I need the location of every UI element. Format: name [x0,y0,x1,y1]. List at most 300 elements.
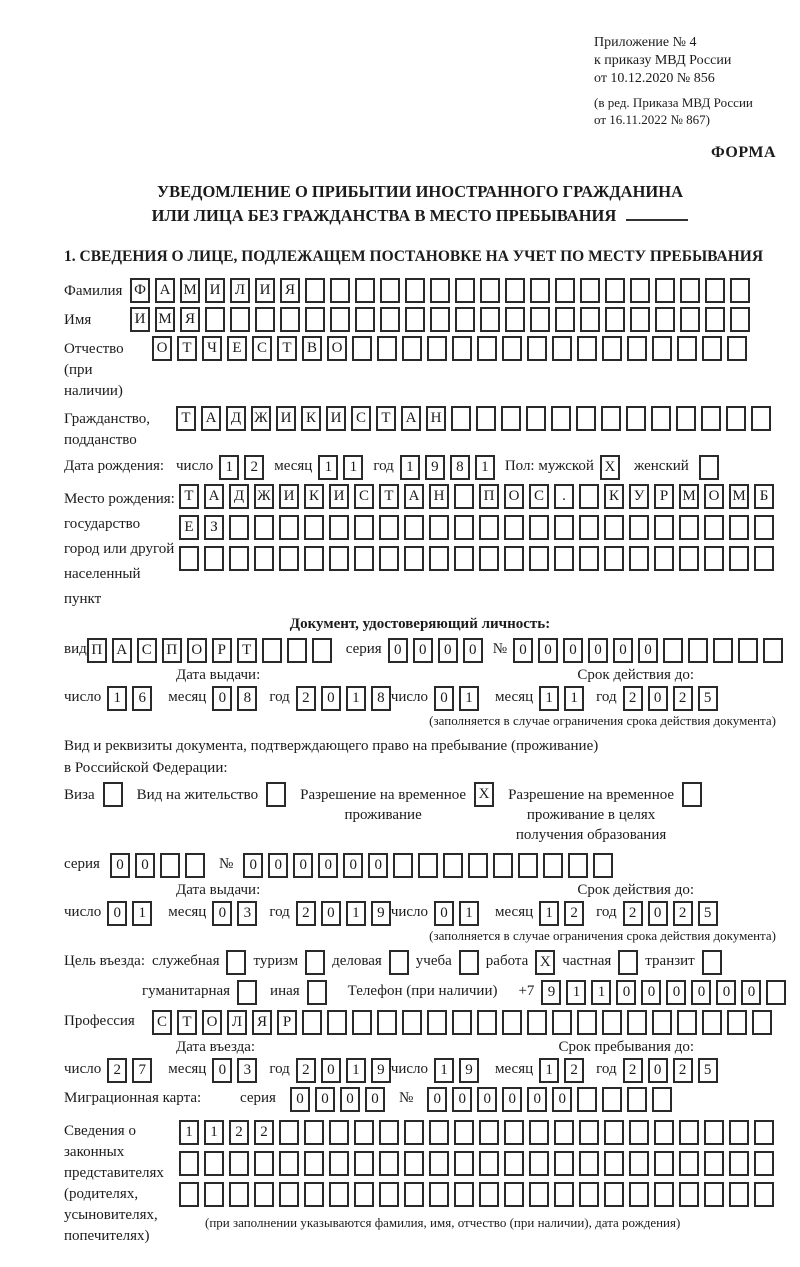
char-box[interactable]: 0 [212,1058,232,1083]
char-box[interactable] [377,336,397,361]
char-box[interactable] [355,278,375,303]
purpose-transit-checkbox[interactable] [702,950,722,975]
char-box[interactable] [579,1120,599,1145]
char-box[interactable] [702,336,722,361]
char-box[interactable] [701,406,721,431]
char-box[interactable]: М [180,278,200,303]
char-box[interactable] [577,336,597,361]
char-box[interactable]: О [202,1010,222,1035]
char-box[interactable] [705,278,725,303]
char-box[interactable] [501,406,521,431]
char-box[interactable]: 2 [623,901,643,926]
char-box[interactable] [429,1120,449,1145]
char-box[interactable] [404,546,424,571]
sex-male-checkbox[interactable]: X [600,455,620,480]
char-box[interactable] [480,307,500,332]
char-box[interactable]: М [155,307,175,332]
char-box[interactable]: 0 [741,980,761,1005]
char-box[interactable] [552,1010,572,1035]
char-box[interactable] [729,515,749,540]
char-box[interactable] [479,546,499,571]
char-box[interactable] [529,1151,549,1176]
char-box[interactable]: 0 [648,686,668,711]
char-box[interactable] [502,336,522,361]
char-box[interactable] [354,1151,374,1176]
char-box[interactable]: Я [252,1010,272,1035]
char-box[interactable] [404,515,424,540]
char-box[interactable] [179,1182,199,1207]
char-box[interactable]: Т [179,484,199,509]
char-box[interactable] [404,1151,424,1176]
char-box[interactable]: 2 [623,1058,643,1083]
char-box[interactable] [262,638,282,663]
char-box[interactable]: 2 [564,1058,584,1083]
char-box[interactable]: 0 [513,638,533,663]
char-box[interactable]: Л [227,1010,247,1035]
char-box[interactable] [377,1010,397,1035]
char-box[interactable]: 0 [318,853,338,878]
char-box[interactable]: 0 [648,901,668,926]
char-box[interactable] [479,1120,499,1145]
char-box[interactable] [327,1010,347,1035]
char-box[interactable]: Т [376,406,396,431]
purpose-private-checkbox[interactable] [618,950,638,975]
char-box[interactable]: 0 [477,1087,497,1112]
char-box[interactable]: А [401,406,421,431]
char-box[interactable]: В [302,336,322,361]
char-box[interactable]: Т [379,484,399,509]
char-box[interactable]: Н [426,406,446,431]
char-box[interactable] [454,546,474,571]
char-box[interactable]: Р [212,638,232,663]
char-box[interactable] [405,307,425,332]
char-box[interactable]: 3 [237,901,257,926]
char-box[interactable] [679,1151,699,1176]
char-box[interactable] [677,336,697,361]
char-box[interactable]: 2 [296,901,316,926]
char-box[interactable] [454,1182,474,1207]
char-box[interactable] [663,638,683,663]
char-box[interactable] [629,1182,649,1207]
rvp-education-checkbox[interactable] [682,782,702,807]
char-box[interactable]: 9 [371,1058,391,1083]
char-box[interactable] [379,1120,399,1145]
char-box[interactable]: 0 [438,638,458,663]
char-box[interactable] [179,1151,199,1176]
char-box[interactable] [279,1182,299,1207]
char-box[interactable]: 0 [463,638,483,663]
char-box[interactable] [602,1010,622,1035]
char-box[interactable] [688,638,708,663]
char-box[interactable]: 1 [459,686,479,711]
char-box[interactable] [680,307,700,332]
char-box[interactable]: 1 [204,1120,224,1145]
char-box[interactable] [255,307,275,332]
char-box[interactable]: 1 [459,901,479,926]
char-box[interactable] [527,1010,547,1035]
char-box[interactable]: 1 [566,980,586,1005]
char-box[interactable]: 0 [290,1087,310,1112]
char-box[interactable] [754,1151,774,1176]
char-box[interactable] [751,406,771,431]
char-box[interactable] [254,515,274,540]
char-box[interactable]: 1 [179,1120,199,1145]
char-box[interactable]: Б [754,484,774,509]
char-box[interactable]: 0 [641,980,661,1005]
char-box[interactable] [580,307,600,332]
char-box[interactable] [430,307,450,332]
char-box[interactable]: С [252,336,272,361]
char-box[interactable] [730,307,750,332]
char-box[interactable]: 5 [698,686,718,711]
char-box[interactable]: 0 [552,1087,572,1112]
char-box[interactable]: 5 [698,1058,718,1083]
char-box[interactable] [330,278,350,303]
char-box[interactable]: А [112,638,132,663]
char-box[interactable] [579,484,599,509]
char-box[interactable]: З [204,515,224,540]
char-box[interactable] [629,1151,649,1176]
char-box[interactable]: 0 [452,1087,472,1112]
char-box[interactable]: А [155,278,175,303]
char-box[interactable] [526,406,546,431]
char-box[interactable]: 2 [254,1120,274,1145]
char-box[interactable] [305,278,325,303]
char-box[interactable] [554,1151,574,1176]
char-box[interactable]: Т [277,336,297,361]
char-box[interactable]: И [205,278,225,303]
visa-checkbox[interactable] [103,782,123,807]
char-box[interactable]: 0 [616,980,636,1005]
purpose-commercial-checkbox[interactable] [389,950,409,975]
char-box[interactable] [629,1120,649,1145]
char-box[interactable]: 0 [212,901,232,926]
char-box[interactable] [479,1182,499,1207]
char-box[interactable] [676,406,696,431]
char-box[interactable] [604,515,624,540]
char-box[interactable] [579,1182,599,1207]
char-box[interactable] [577,1087,597,1112]
char-box[interactable] [679,1182,699,1207]
char-box[interactable]: А [201,406,221,431]
char-box[interactable]: Р [654,484,674,509]
char-box[interactable] [730,278,750,303]
char-box[interactable]: 0 [268,853,288,878]
char-box[interactable] [229,1151,249,1176]
char-box[interactable]: 8 [237,686,257,711]
char-box[interactable]: М [679,484,699,509]
char-box[interactable] [627,336,647,361]
char-box[interactable]: 0 [563,638,583,663]
char-box[interactable]: 6 [132,686,152,711]
char-box[interactable] [304,1151,324,1176]
char-box[interactable] [652,336,672,361]
char-box[interactable] [529,546,549,571]
char-box[interactable]: 8 [450,455,470,480]
char-box[interactable]: А [404,484,424,509]
char-box[interactable]: 2 [107,1058,127,1083]
char-box[interactable]: Т [177,336,197,361]
char-box[interactable]: Р [277,1010,297,1035]
char-box[interactable] [429,546,449,571]
char-box[interactable] [429,1151,449,1176]
char-box[interactable]: И [326,406,346,431]
char-box[interactable]: 0 [321,901,341,926]
char-box[interactable]: 9 [541,980,561,1005]
char-box[interactable] [329,1120,349,1145]
char-box[interactable] [304,515,324,540]
char-box[interactable]: П [87,638,107,663]
char-box[interactable]: О [152,336,172,361]
char-box[interactable] [329,1151,349,1176]
char-box[interactable] [279,1120,299,1145]
char-box[interactable] [504,1151,524,1176]
char-box[interactable] [160,853,180,878]
char-box[interactable] [279,546,299,571]
char-box[interactable] [605,307,625,332]
char-box[interactable] [329,1182,349,1207]
char-box[interactable]: И [279,484,299,509]
char-box[interactable]: 1 [539,686,559,711]
char-box[interactable]: О [504,484,524,509]
char-box[interactable] [305,307,325,332]
char-box[interactable]: 0 [243,853,263,878]
char-box[interactable] [580,278,600,303]
char-box[interactable] [579,515,599,540]
char-box[interactable] [355,307,375,332]
char-box[interactable] [330,307,350,332]
char-box[interactable] [554,1182,574,1207]
char-box[interactable] [605,278,625,303]
char-box[interactable] [312,638,332,663]
char-box[interactable]: П [479,484,499,509]
char-box[interactable] [601,406,621,431]
char-box[interactable] [379,1151,399,1176]
char-box[interactable]: И [276,406,296,431]
char-box[interactable] [455,307,475,332]
char-box[interactable] [404,1120,424,1145]
char-box[interactable]: 0 [527,1087,547,1112]
char-box[interactable] [379,515,399,540]
char-box[interactable]: И [130,307,150,332]
char-box[interactable]: Т [177,1010,197,1035]
char-box[interactable] [680,278,700,303]
char-box[interactable]: 2 [673,901,693,926]
char-box[interactable] [185,853,205,878]
char-box[interactable] [502,1010,522,1035]
char-box[interactable] [379,546,399,571]
char-box[interactable]: 2 [673,1058,693,1083]
char-box[interactable] [530,278,550,303]
char-box[interactable] [329,546,349,571]
char-box[interactable]: 0 [343,853,363,878]
char-box[interactable] [452,1010,472,1035]
char-box[interactable] [654,515,674,540]
char-box[interactable] [204,546,224,571]
char-box[interactable]: К [304,484,324,509]
char-box[interactable] [302,1010,322,1035]
char-box[interactable] [727,1010,747,1035]
char-box[interactable]: 0 [107,901,127,926]
char-box[interactable] [604,1120,624,1145]
char-box[interactable] [254,1151,274,1176]
char-box[interactable]: 0 [427,1087,447,1112]
char-box[interactable] [677,1010,697,1035]
char-box[interactable]: 1 [434,1058,454,1083]
char-box[interactable] [651,406,671,431]
char-box[interactable] [702,1010,722,1035]
char-box[interactable] [630,278,650,303]
char-box[interactable]: 0 [110,853,130,878]
char-box[interactable]: 0 [716,980,736,1005]
char-box[interactable]: Я [280,278,300,303]
char-box[interactable]: И [329,484,349,509]
char-box[interactable] [402,1010,422,1035]
char-box[interactable]: 0 [368,853,388,878]
char-box[interactable] [679,546,699,571]
char-box[interactable]: 0 [538,638,558,663]
char-box[interactable]: 9 [371,901,391,926]
char-box[interactable] [452,336,472,361]
char-box[interactable] [379,1182,399,1207]
char-box[interactable] [654,1120,674,1145]
purpose-work-checkbox[interactable]: X [535,950,555,975]
char-box[interactable]: С [354,484,374,509]
char-box[interactable] [529,1182,549,1207]
char-box[interactable] [554,546,574,571]
char-box[interactable] [352,336,372,361]
char-box[interactable] [604,1182,624,1207]
char-box[interactable] [554,1120,574,1145]
char-box[interactable]: 1 [107,686,127,711]
char-box[interactable]: 2 [564,901,584,926]
char-box[interactable]: . [554,484,574,509]
char-box[interactable] [727,336,747,361]
char-box[interactable]: Н [429,484,449,509]
char-box[interactable] [204,1182,224,1207]
char-box[interactable]: Е [227,336,247,361]
char-box[interactable] [713,638,733,663]
char-box[interactable] [304,546,324,571]
char-box[interactable] [529,515,549,540]
char-box[interactable] [454,1151,474,1176]
char-box[interactable] [229,515,249,540]
char-box[interactable] [654,1182,674,1207]
char-box[interactable]: 0 [434,686,454,711]
char-box[interactable]: 0 [315,1087,335,1112]
char-box[interactable] [476,406,496,431]
char-box[interactable] [454,484,474,509]
char-box[interactable]: О [704,484,724,509]
char-box[interactable]: 1 [539,901,559,926]
char-box[interactable] [380,307,400,332]
char-box[interactable]: 0 [388,638,408,663]
char-box[interactable] [418,853,438,878]
char-box[interactable] [754,546,774,571]
char-box[interactable]: С [137,638,157,663]
char-box[interactable]: С [152,1010,172,1035]
char-box[interactable] [254,546,274,571]
char-box[interactable]: 0 [613,638,633,663]
char-box[interactable]: 1 [346,686,366,711]
char-box[interactable]: 7 [132,1058,152,1083]
char-box[interactable] [505,307,525,332]
char-box[interactable]: Т [237,638,257,663]
char-box[interactable]: 0 [638,638,658,663]
char-box[interactable] [705,307,725,332]
char-box[interactable]: А [204,484,224,509]
char-box[interactable] [479,1151,499,1176]
char-box[interactable]: 2 [244,455,264,480]
char-box[interactable]: Л [230,278,250,303]
char-box[interactable] [279,515,299,540]
char-box[interactable] [504,1182,524,1207]
char-box[interactable] [480,278,500,303]
char-box[interactable] [679,1120,699,1145]
char-box[interactable]: 1 [346,901,366,926]
char-box[interactable]: 0 [666,980,686,1005]
char-box[interactable]: О [327,336,347,361]
purpose-humanitarian-checkbox[interactable] [237,980,257,1005]
char-box[interactable] [555,307,575,332]
char-box[interactable] [354,515,374,540]
char-box[interactable] [352,1010,372,1035]
char-box[interactable]: 0 [340,1087,360,1112]
char-box[interactable]: С [529,484,549,509]
char-box[interactable]: 0 [212,686,232,711]
purpose-tourism-checkbox[interactable] [305,950,325,975]
char-box[interactable] [304,1182,324,1207]
char-box[interactable]: П [162,638,182,663]
char-box[interactable] [629,515,649,540]
char-box[interactable] [543,853,563,878]
char-box[interactable] [726,406,746,431]
char-box[interactable] [254,1182,274,1207]
char-box[interactable] [627,1010,647,1035]
char-box[interactable] [555,278,575,303]
char-box[interactable]: 0 [691,980,711,1005]
char-box[interactable] [430,278,450,303]
char-box[interactable]: 1 [475,455,495,480]
char-box[interactable] [655,278,675,303]
residence-permit-checkbox[interactable] [266,782,286,807]
char-box[interactable] [602,336,622,361]
char-box[interactable] [704,1120,724,1145]
char-box[interactable] [427,1010,447,1035]
char-box[interactable]: 1 [219,455,239,480]
char-box[interactable] [729,1182,749,1207]
char-box[interactable] [402,336,422,361]
char-box[interactable] [602,1087,622,1112]
char-box[interactable]: 2 [229,1120,249,1145]
char-box[interactable] [354,546,374,571]
char-box[interactable] [477,1010,497,1035]
char-box[interactable] [579,546,599,571]
char-box[interactable] [304,1120,324,1145]
char-box[interactable] [504,515,524,540]
char-box[interactable] [655,307,675,332]
char-box[interactable]: 0 [502,1087,522,1112]
char-box[interactable]: Ж [251,406,271,431]
char-box[interactable] [752,1010,772,1035]
char-box[interactable]: Е [179,515,199,540]
char-box[interactable]: 1 [591,980,611,1005]
char-box[interactable]: Д [229,484,249,509]
purpose-business-checkbox[interactable] [226,950,246,975]
char-box[interactable] [527,336,547,361]
char-box[interactable] [427,336,447,361]
char-box[interactable] [704,1182,724,1207]
